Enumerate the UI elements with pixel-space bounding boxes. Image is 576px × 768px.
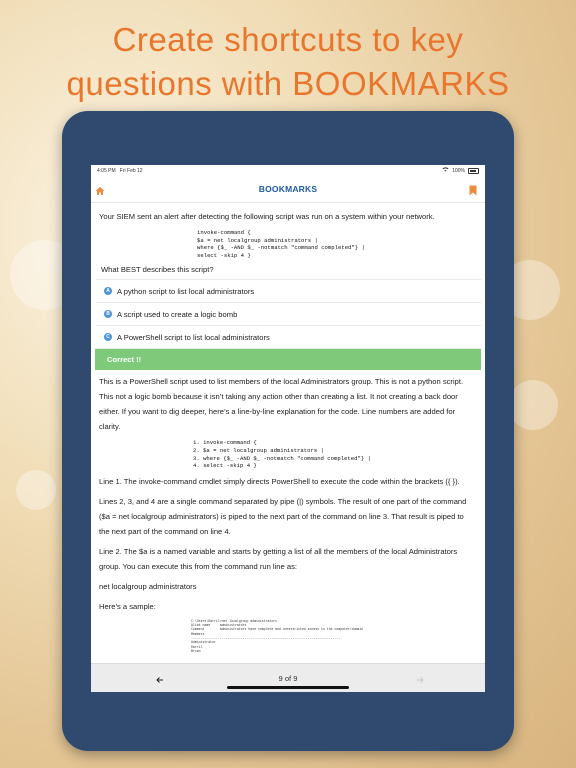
explanation [91, 370, 485, 653]
explanation-paragraph: Line 1. The invoke-command cmdlet simply directs PowerShell to execute the code within the brackets ({ }). [99, 476, 460, 486]
question-intro: Your SIEM sent an alert after detecting the following script was run on a system within your network. [99, 212, 435, 221]
next-arrow-icon[interactable] [415, 672, 425, 682]
answer-list [96, 279, 481, 349]
nav-title: BOOKMARKS [258, 184, 318, 194]
home-icon[interactable] [95, 183, 105, 193]
answer-text: A python script to list local administrators [117, 286, 255, 296]
question-code: invoke-command { $a = net localgroup administrators | where {$_ -AND $_ -notmatch "command completed"} | select -skip 4 } [197, 229, 365, 259]
answer-text: A script used to create a logic bomb [117, 309, 238, 319]
question-content [91, 210, 485, 276]
answer-letter-badge: A [104, 287, 112, 295]
status-date: Fri Feb 12 [119, 167, 143, 174]
sample-output: C:\Users\Darril>net localgroup administrators Alias name administrators Comment Administrators have complete and unrestricted access to the computer/domain Members ------------------------------------------------------------------------------- Administrator Darril Brian [191, 618, 364, 653]
nav-bar [91, 176, 485, 203]
status-time: 4:05 PM [97, 167, 116, 174]
status-bar [91, 165, 485, 176]
marketing-headline [0, 18, 576, 106]
question-ask: What BEST describes this script? [101, 265, 214, 275]
previous-arrow-icon[interactable] [155, 672, 165, 682]
background-bokeh [16, 470, 56, 510]
app-screen [91, 165, 485, 692]
wifi-icon [442, 167, 449, 174]
explanation-command: net localgroup administrators [99, 581, 197, 591]
explanation-paragraph: This is a PowerShell script used to list members of the local Administrators group. This is not a python script. This not a logic bomb because it isn’t taking any action other than creating a list. It not creating a back door either. If you want to dig deeper, here’s a line-by-line explanation for the code. Line numbers are added for clarity. [99, 377, 464, 432]
page-indicator: 9 of 9 [278, 673, 298, 683]
bookmark-icon[interactable] [469, 183, 477, 194]
background-bokeh [508, 380, 558, 430]
explanation-paragraph: Lines 2, 3, and 4 are a single command separated by pipe (|) symbols. The result of one part of the command ($a = net localgroup administrators) is piped to the next part of the command on line 3. That result is piped to the next part of the command on line 4. [99, 496, 467, 536]
answer-letter-badge: B [104, 310, 112, 318]
answer-option-b[interactable] [96, 303, 481, 326]
battery-icon [468, 168, 479, 174]
answer-option-c[interactable] [96, 326, 481, 349]
answer-letter-badge: C [104, 333, 112, 341]
home-indicator [227, 686, 349, 689]
pager-bar [91, 663, 485, 692]
answer-option-a[interactable] [96, 280, 481, 303]
explanation-paragraph: Here’s a sample: [99, 601, 156, 611]
numbered-code: 1. invoke-command { 2. $a = net localgroup administrators | 3. where {$_ -AND $_ -notmatch "command completed"} | 4. select -skip 4 } [193, 439, 371, 470]
headline-line-1: Create shortcuts to key [112, 21, 464, 58]
correct-banner: Correct !! [95, 349, 481, 370]
explanation-paragraph: Line 2. The $a is a named variable and starts by getting a list of all the members of the local Administrators group. You can execute this from the command run line as: [99, 546, 458, 571]
battery-percent: 100% [452, 167, 465, 174]
answer-text: A PowerShell script to list local administrators [117, 332, 270, 342]
headline-line-2: questions with BOOKMARKS [66, 65, 510, 102]
